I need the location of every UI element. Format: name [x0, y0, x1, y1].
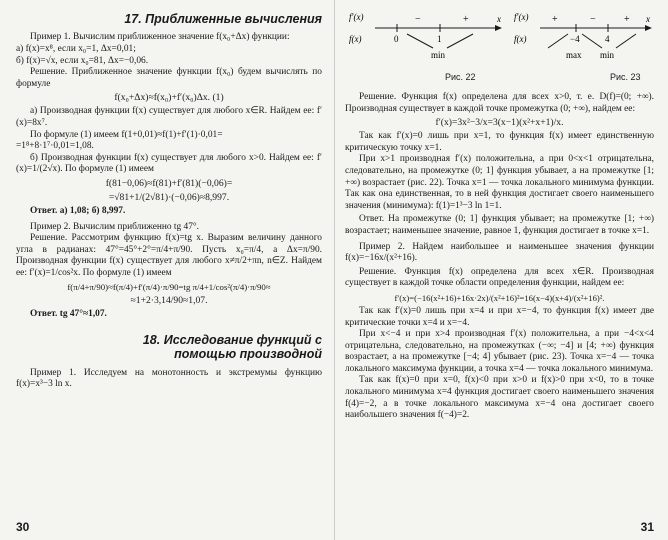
fig22-point-1: 1 — [437, 34, 442, 44]
fig22-row1-label: f′(x) — [349, 12, 364, 22]
fig23-sign-1: − — [590, 14, 596, 25]
fig23-axis-arrow — [645, 25, 652, 31]
monotonicity-text-2: При x<−4 и при x>4 производная f′(x) положительна, а при −4<x<4 отрицательна, следовательно, на промежутках (−∞; −4] и [4; +∞) функция возрастает, а на промежутке [−4; 4] убывает (рис. 23). Точка x=−4 — точка локального максимума функции, а точка x=4 — точка локального минимума. — [345, 329, 654, 374]
fig23-point-0: −4 — [570, 34, 580, 44]
answer-example-2: Ответ. tg 47°≈1,07. — [30, 309, 107, 320]
answer-section-18-example-1: Ответ. На промежутке (0; 1] функция убывает; на промежутке [1; +∞) возрастает; наименьшее значение, равное 1, функция достигает в точке x=1. — [345, 214, 654, 236]
solution-part-a-result: =1⁸+8·1⁷·0,01=1,08. — [16, 141, 94, 152]
fig23-extremum-1: min — [600, 50, 615, 60]
figure-23-diagram — [510, 8, 655, 70]
critical-point-text: Так как f′(x)=0 лишь при x=1, то функция f(x) имеет единственную критическую точку x=1. — [345, 131, 654, 153]
fig23-sign-2: + — [624, 14, 630, 25]
fig22-row2-label: f(x) — [349, 34, 362, 44]
fig22-sign-0: − — [415, 14, 421, 25]
formula-part-b-1: f(81−0,06)≈f(81)+f′(81)(−0,06)= — [105, 177, 233, 189]
fig22-sign-1: + — [463, 14, 469, 25]
fig23-axis-var: x — [646, 14, 650, 24]
fig23-point-1: 4 — [605, 34, 610, 44]
fig22-point-0: 0 — [394, 34, 399, 44]
critical-points-text-2: Так как f′(x)=0 лишь при x=4 и при x=−4, то функция f(x) имеет две критические точки x=4 и x=−4. — [345, 305, 654, 328]
fig23-increase-arrow-2 — [616, 34, 636, 48]
fig22-decrease-arrow — [407, 34, 433, 48]
formula-derivative-1: f′(x)=3x²−3/x=3(x−1)(x²+x+1)/x. — [435, 117, 564, 129]
example-1-part-a: а) f(x)=x⁸, если x₀=1, Δx=0,01; — [16, 43, 136, 54]
figure-22 — [345, 8, 505, 86]
section-17-title: 17. Приближенные вычисления — [124, 12, 322, 26]
page-number-right: 31 — [640, 520, 654, 534]
fig22-axis-var: x — [497, 14, 501, 24]
fig22-axis-arrow — [495, 25, 502, 31]
fig22-extremum: min — [431, 50, 446, 60]
section-18-title: 18. Исследование функций с помощью производной — [142, 333, 322, 362]
formula-part-b-2: =√81+1/(2√81)·(−0,06)≈8,997. — [108, 191, 230, 203]
fig23-sign-0: + — [552, 14, 558, 25]
solution-part-a-calc: По формуле (1) имеем f(1+0,01)≈f(1)+f′(1)·0,01= — [30, 129, 223, 140]
section-18-example-1: Пример 1. Исследуем на монотонность и экстремумы функцию f(x)=x³−3 ln x. — [16, 367, 322, 390]
fig23-row1-label: f′(x) — [514, 12, 529, 22]
fig23-increase-arrow-1 — [548, 34, 568, 48]
example-1-solution: Решение. Функция f(x) определена для всех x>0, т. е. D(f)=(0; +∞). Производная существует в каждой точке промежутка (0; +∞), найдем ее: — [345, 92, 654, 114]
formula-tg-1: f(π/4+π/90)≈f(π/4)+f′(π/4)·π/90=tg π/4+1/cos²(π/4)·π/90≈ — [67, 282, 271, 293]
section-18-example-2-solution: Решение. Функция f(x) определена для всех x∈R. Производная существует в каждой точке области определения функции, найдем ее: — [345, 266, 654, 289]
solution-intro: Решение. Приближенное значение функции f(x₀) будем вычислять по формуле — [16, 67, 322, 89]
solution-part-a: а) Производная функции f(x) существует для любого x∈R. Найдем ее: f′(x)=8x⁷. — [16, 106, 322, 128]
formula-tg-2: ≈1+2·3,14/90≈1,07. — [130, 295, 208, 307]
example-1-part-b: б) f(x)=√x, если x₀=81, Δx=−0,06. — [16, 55, 149, 66]
right-page — [334, 0, 668, 540]
formula-derivative-2: f′(x)=(−16(x²+16)+16x·2x)/(x²+16)²=16(x−4)(x+4)/(x²+16)². — [394, 292, 605, 303]
section-18-example-2-statement: Пример 2. Найдем наибольшее и наименьшее значения функции f(x)=−16x/(x²+16). — [345, 241, 654, 264]
figure-22-diagram — [345, 8, 505, 70]
fig22-increase-arrow — [447, 34, 473, 48]
formula-1: f(x₀+Δx)≈f(x₀)+f′(x₀)Δx. (1) — [114, 92, 224, 104]
fig23-row2-label: f(x) — [514, 34, 527, 44]
example-1-statement: Пример 1. Вычислим приближенное значение f(x₀+Δx) функции: — [30, 32, 290, 43]
fig23-extremum-0: max — [566, 50, 582, 60]
solution-part-b: б) Производная функции f(x) существует для любого x>0. Найдем ее: f′(x)=1/(2√x). По формуле (1) имеем — [16, 152, 322, 175]
example-2-statement: Пример 2. Вычислим приближенно tg 47°. — [30, 221, 200, 232]
fig23-decrease-arrow — [582, 34, 602, 48]
answer-example-1: Ответ. а) 1,08; б) 8,997. — [30, 205, 126, 216]
figure-23-caption: Рис. 23 — [610, 72, 641, 82]
monotonicity-text: При x>1 производная f′(x) положительна, а при 0<x<1 отрицательна, следовательно, на промежутке (0; 1] функция убывает, а на промежутке [1; +∞) возрастает (рис. 22). Точка x=1 — точка локального минимума функции. Так как она единственная, то в ней функция достигает своего наименьшего значения (минимума): f(1)=1³−3 ln 1=1. — [345, 154, 654, 211]
figure-22-caption: Рис. 22 — [445, 72, 476, 82]
figure-23 — [510, 8, 655, 86]
page-number-left: 30 — [16, 520, 30, 534]
extremum-values-text: Так как f(x)=0 при x=0, f(x)<0 при x>0 и f(x)>0 при x<0, то в точке локального минимума x=4 функция достигает своего наименьшего значения f(4)=−2, а в точке локального максимума x=−4 она достигает своего наибольшего значения f(−4)=2. — [345, 375, 654, 421]
example-2-solution: Решение. Рассмотрим функцию f(x)=tg x. Выразим величину данного угла в радианах: 47°=45°+2°=π/4+π/90. Пусть x₀=π/4, а Δx=π/90. Производная функции f(x) существует для любого x≠π/2+πn, n∈Z. Найдем ее: f′(x)=1/cos²x. По формуле (1) имеем — [16, 233, 322, 278]
figures-row — [345, 8, 654, 86]
